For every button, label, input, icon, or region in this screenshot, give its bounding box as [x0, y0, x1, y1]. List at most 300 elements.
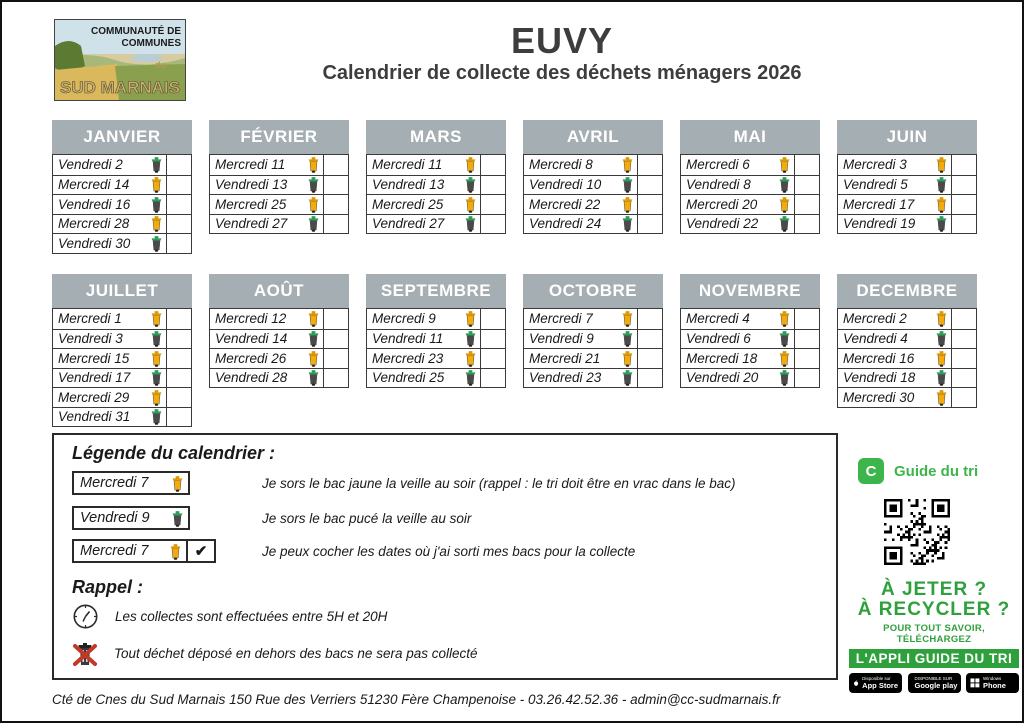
month-mai — [680, 120, 820, 234]
collection-date-label: Vendredi 17 — [58, 370, 131, 386]
yellow-bin-icon — [150, 350, 163, 367]
collection-row — [210, 194, 348, 214]
yellow-bin-icon — [150, 389, 163, 406]
check-cell[interactable] — [480, 215, 505, 234]
green-bin-glyph — [307, 176, 320, 193]
collection-date — [838, 349, 951, 368]
collection-date — [838, 330, 951, 349]
green-bin-icon — [621, 215, 634, 232]
check-cell[interactable] — [166, 195, 191, 214]
check-cell[interactable] — [480, 195, 505, 214]
checkmark-icon: ✔ — [186, 541, 214, 561]
collection-date-label: Vendredi 5 — [843, 177, 908, 193]
yellow-bin-glyph — [935, 389, 948, 406]
collection-date-label: Vendredi 6 — [686, 331, 751, 347]
guide-du-tri-icon: C — [858, 458, 884, 484]
collection-date — [53, 309, 166, 329]
yellow-bin-icon — [935, 196, 948, 213]
green-bin-icon — [307, 330, 320, 347]
guide-du-tri-row — [858, 458, 978, 484]
check-cell[interactable] — [637, 349, 662, 368]
yellow-bin-glyph — [778, 156, 791, 173]
app-store-badge[interactable] — [849, 673, 902, 693]
month-title: AOÛT — [209, 274, 349, 308]
collection-date — [524, 176, 637, 195]
svg-text:COMMUNAUTÉ DE: COMMUNAUTÉ DE — [91, 26, 181, 37]
month-mars — [366, 120, 506, 234]
legend-sample-check — [72, 539, 216, 563]
check-cell[interactable] — [323, 155, 348, 175]
collection-date-label: Mercredi 15 — [58, 350, 130, 366]
check-cell[interactable] — [637, 330, 662, 349]
collection-date — [53, 330, 166, 349]
legend-sample-green — [72, 506, 190, 530]
green-bin-icon — [935, 215, 948, 232]
collection-row — [210, 155, 348, 175]
month-title: JUILLET — [52, 274, 192, 308]
check-cell[interactable] — [637, 155, 662, 175]
footer-contact-text: Cté de Cnes du Sud Marnais 150 Rue des Verriers 51230 Fère Champenoise - 03.26.42.52.36 - admin@cc-sudmarnais.fr — [52, 692, 781, 707]
yellow-bin-icon — [935, 389, 948, 406]
collection-date — [524, 155, 637, 175]
green-bin-icon — [621, 330, 634, 347]
months-row-2 — [52, 274, 977, 427]
collection-date-label: Vendredi 8 — [686, 177, 751, 193]
check-cell[interactable] — [323, 349, 348, 368]
yellow-bin-glyph — [935, 310, 948, 327]
yellow-bin-icon — [169, 543, 182, 560]
collection-row — [524, 194, 662, 214]
collection-row — [210, 175, 348, 195]
collection-date-label: Mercredi 2 — [843, 311, 907, 327]
yellow-bin-glyph — [621, 156, 634, 173]
legend-text-green: Je sors le bac pucé la veille au soir — [262, 511, 472, 526]
collection-date-label: Mercredi 3 — [843, 157, 907, 173]
legend-text-yellow: Je sors le bac jaune la veille au soir (rappel : le tri doit être en vrac dans le bac) — [262, 476, 736, 491]
collection-row — [367, 214, 505, 234]
rappel-hours-text: Les collectes sont effectuées entre 5H et 20H — [115, 609, 388, 624]
check-cell[interactable] — [480, 369, 505, 388]
yellow-bin-glyph — [778, 196, 791, 213]
collection-date-label: Vendredi 18 — [843, 370, 916, 386]
badge-line2: Google play — [914, 680, 958, 690]
collection-date-label: Mercredi 25 — [372, 196, 444, 212]
check-cell[interactable] — [480, 176, 505, 195]
collection-date-label: Mercredi 1 — [58, 311, 122, 327]
check-cell[interactable] — [951, 215, 976, 234]
collection-date — [838, 155, 951, 175]
check-cell[interactable] — [794, 349, 819, 368]
green-bin-glyph — [778, 330, 791, 347]
check-cell[interactable] — [637, 195, 662, 214]
check-cell[interactable] — [480, 349, 505, 368]
collection-date-label: Vendredi 30 — [58, 235, 131, 251]
check-cell[interactable] — [637, 215, 662, 234]
yellow-bin-icon — [150, 215, 163, 232]
collection-date — [681, 330, 794, 349]
collection-date-label: Vendredi 13 — [372, 177, 445, 193]
collection-date — [210, 330, 323, 349]
yellow-bin-glyph — [621, 196, 634, 213]
collection-row — [210, 368, 348, 388]
collection-row — [53, 407, 191, 427]
collection-date — [838, 176, 951, 195]
yellow-bin-icon — [935, 350, 948, 367]
collection-date-label: Vendredi 24 — [529, 216, 602, 232]
collection-row — [53, 329, 191, 349]
collection-row — [681, 175, 819, 195]
collection-date — [367, 215, 480, 234]
collection-date — [367, 176, 480, 195]
check-cell[interactable] — [794, 309, 819, 329]
check-cell[interactable] — [166, 349, 191, 368]
month-title: SEPTEMBRE — [366, 274, 506, 308]
collection-date-label: Mercredi 18 — [686, 350, 758, 366]
yellow-bin-icon — [307, 350, 320, 367]
collection-row — [681, 348, 819, 368]
yellow-bin-glyph — [935, 350, 948, 367]
green-bin-icon — [778, 176, 791, 193]
collection-date-label: Mercredi 11 — [372, 157, 443, 173]
green-bin-glyph — [778, 369, 791, 386]
yellow-bin-glyph — [935, 156, 948, 173]
month-title: OCTOBRE — [523, 274, 663, 308]
collection-row — [53, 387, 191, 407]
collection-date — [838, 215, 951, 234]
yellow-bin-glyph — [464, 310, 477, 327]
collection-row — [838, 348, 976, 368]
collection-date — [681, 176, 794, 195]
collection-date — [838, 195, 951, 214]
yellow-bin-icon — [621, 196, 634, 213]
check-cell[interactable] — [323, 176, 348, 195]
collection-date — [524, 369, 637, 388]
yellow-bin-glyph — [621, 350, 634, 367]
collection-date-label: Mercredi 16 — [843, 350, 915, 366]
green-bin-glyph — [935, 215, 948, 232]
collection-date-label: Mercredi 20 — [686, 196, 758, 212]
check-cell[interactable] — [480, 309, 505, 329]
check-cell[interactable] — [480, 330, 505, 349]
yellow-bin-icon — [935, 156, 948, 173]
green-bin-glyph — [935, 369, 948, 386]
collection-date-label: Vendredi 31 — [58, 409, 131, 425]
collection-row — [524, 175, 662, 195]
yellow-bin-icon — [464, 350, 477, 367]
check-cell[interactable] — [166, 176, 191, 195]
yellow-bin-glyph — [778, 350, 791, 367]
green-bin-glyph — [621, 176, 634, 193]
collection-row — [53, 368, 191, 388]
green-bin-icon — [150, 235, 163, 252]
green-bin-glyph — [464, 176, 477, 193]
yellow-bin-icon — [464, 310, 477, 327]
collection-row — [53, 309, 191, 329]
check-cell[interactable] — [323, 215, 348, 234]
collection-date-label: Mercredi 9 — [372, 311, 436, 327]
yellow-bin-icon — [935, 310, 948, 327]
collection-date-label: Vendredi 20 — [686, 370, 759, 386]
windows-icon — [970, 678, 980, 688]
badge-line1: Disponible sur — [862, 676, 891, 681]
collection-date-label: Mercredi 23 — [372, 350, 444, 366]
check-cell[interactable] — [166, 155, 191, 175]
check-cell[interactable] — [951, 309, 976, 329]
month-title: FÉVRIER — [209, 120, 349, 154]
yellow-bin-glyph — [307, 196, 320, 213]
collection-row — [210, 348, 348, 368]
green-bin-glyph — [621, 369, 634, 386]
month-title: JANVIER — [52, 120, 192, 154]
collection-date-label: Mercredi 29 — [58, 389, 130, 405]
legend-sample-label: Mercredi 7 — [80, 475, 149, 491]
yellow-bin-icon — [621, 350, 634, 367]
month-title: NOVEMBRE — [680, 274, 820, 308]
collection-date-label: Mercredi 14 — [58, 177, 130, 193]
no-dump-icon — [72, 638, 98, 668]
check-cell[interactable] — [794, 369, 819, 388]
page-subtitle: Calendrier de collecte des déchets ménagers 2026 — [322, 62, 802, 84]
yellow-bin-glyph — [935, 196, 948, 213]
collection-row — [367, 348, 505, 368]
check-cell[interactable] — [323, 309, 348, 329]
collection-row — [838, 175, 976, 195]
yellow-bin-icon — [307, 156, 320, 173]
collection-row — [681, 155, 819, 175]
check-cell[interactable] — [794, 155, 819, 175]
legend-sample-yellow — [72, 471, 190, 495]
collection-date — [53, 349, 166, 368]
collection-date — [53, 176, 166, 195]
collection-date-label: Vendredi 16 — [58, 196, 131, 212]
collection-date-label: Mercredi 8 — [529, 157, 593, 173]
green-bin-icon — [935, 369, 948, 386]
legend-box — [52, 433, 838, 680]
collection-date — [367, 330, 480, 349]
green-bin-icon — [935, 176, 948, 193]
green-bin-icon — [621, 176, 634, 193]
app-store-badges — [849, 673, 1019, 693]
collection-row — [53, 233, 191, 253]
green-bin-glyph — [150, 408, 163, 425]
collection-row — [53, 348, 191, 368]
collection-date — [367, 369, 480, 388]
legend-sample-label: Mercredi 7 — [80, 543, 149, 559]
collection-date — [53, 195, 166, 214]
months-row-1 — [52, 120, 977, 254]
green-bin-glyph — [778, 215, 791, 232]
rappel-row-no-dump — [72, 638, 478, 668]
collection-row — [524, 348, 662, 368]
collection-row — [367, 175, 505, 195]
check-cell[interactable] — [951, 330, 976, 349]
collection-row — [53, 175, 191, 195]
collection-date-label: Mercredi 17 — [843, 196, 915, 212]
collection-date — [210, 176, 323, 195]
green-bin-icon — [464, 369, 477, 386]
check-cell[interactable] — [166, 309, 191, 329]
badge-line1: DISPONIBLE SUR — [914, 676, 953, 681]
check-cell[interactable] — [166, 408, 191, 427]
collection-row — [524, 329, 662, 349]
check-cell[interactable] — [637, 369, 662, 388]
qr-code — [884, 499, 950, 570]
month-novembre — [680, 274, 820, 388]
yellow-bin-icon — [464, 196, 477, 213]
collection-row — [838, 387, 976, 407]
collection-row — [524, 214, 662, 234]
collection-row — [838, 329, 976, 349]
check-cell[interactable] — [323, 369, 348, 388]
collection-row — [838, 155, 976, 175]
yellow-bin-glyph — [171, 475, 184, 492]
collection-date-label: Vendredi 28 — [215, 370, 288, 386]
collection-date-label: Mercredi 11 — [215, 157, 286, 173]
check-cell[interactable] — [794, 176, 819, 195]
collection-date — [53, 155, 166, 175]
green-bin-icon — [307, 176, 320, 193]
collection-date — [681, 309, 794, 329]
month-title: JUIN — [837, 120, 977, 154]
check-cell[interactable] — [166, 369, 191, 388]
collection-date-label: Vendredi 11 — [372, 331, 444, 347]
green-bin-icon — [464, 330, 477, 347]
appli-guide-du-tri-banner: L'APPLI GUIDE DU TRI — [849, 649, 1019, 668]
yellow-bin-glyph — [464, 196, 477, 213]
pour-tout-savoir-text: POUR TOUT SAVOIR, TÉLÉCHARGEZ — [883, 623, 985, 645]
yellow-bin-glyph — [150, 176, 163, 193]
legend-sample-label: Vendredi 9 — [80, 510, 150, 526]
collection-row — [681, 214, 819, 234]
collection-date — [210, 349, 323, 368]
collection-date-label: Vendredi 13 — [215, 177, 288, 193]
collection-date-label: Vendredi 19 — [843, 216, 916, 232]
check-cell[interactable] — [794, 215, 819, 234]
month-janvier — [52, 120, 192, 254]
month-decembre — [837, 274, 977, 408]
google-play-badge[interactable] — [908, 673, 961, 693]
badge-line2: App Store — [862, 680, 898, 690]
check-cell[interactable] — [951, 195, 976, 214]
collection-date-label: Mercredi 22 — [529, 196, 601, 212]
collection-date-label: Vendredi 4 — [843, 331, 908, 347]
check-cell[interactable] — [951, 176, 976, 195]
collection-date-label: Mercredi 6 — [686, 157, 750, 173]
check-cell[interactable] — [951, 349, 976, 368]
check-cell[interactable] — [166, 215, 191, 234]
collection-date — [53, 215, 166, 234]
yellow-bin-glyph — [169, 543, 182, 560]
yellow-bin-glyph — [621, 310, 634, 327]
collection-row — [367, 155, 505, 175]
green-bin-glyph — [150, 196, 163, 213]
check-cell[interactable] — [951, 155, 976, 175]
yellow-bin-glyph — [150, 389, 163, 406]
green-bin-glyph — [464, 215, 477, 232]
windows-phone-badge[interactable] — [966, 673, 1019, 693]
collection-date — [524, 330, 637, 349]
check-cell[interactable] — [951, 388, 976, 407]
check-cell[interactable] — [480, 155, 505, 175]
green-bin-glyph — [778, 176, 791, 193]
green-bin-icon — [778, 369, 791, 386]
yellow-bin-glyph — [307, 350, 320, 367]
collection-date — [838, 369, 951, 388]
green-bin-icon — [150, 156, 163, 173]
yellow-bin-glyph — [150, 350, 163, 367]
collection-row — [681, 368, 819, 388]
yellow-bin-icon — [464, 156, 477, 173]
rappel-row-hours — [72, 603, 387, 630]
yellow-bin-glyph — [307, 156, 320, 173]
a-jeter-text: À JETER ? — [880, 579, 988, 600]
collection-date-label: Vendredi 27 — [372, 216, 445, 232]
check-cell[interactable] — [637, 309, 662, 329]
green-bin-glyph — [150, 330, 163, 347]
collection-row — [524, 368, 662, 388]
yellow-bin-icon — [150, 310, 163, 327]
yellow-bin-icon — [778, 350, 791, 367]
collection-date — [524, 309, 637, 329]
collection-date — [210, 369, 323, 388]
green-bin-icon — [621, 369, 634, 386]
page-title: EUVY — [510, 20, 614, 61]
collection-date-label: Vendredi 23 — [529, 370, 602, 386]
check-cell[interactable] — [637, 176, 662, 195]
green-bin-glyph — [621, 330, 634, 347]
collection-date-label: Mercredi 28 — [58, 216, 130, 232]
check-cell[interactable] — [323, 330, 348, 349]
collection-date — [681, 195, 794, 214]
collection-row — [838, 309, 976, 329]
collection-date — [367, 349, 480, 368]
check-cell[interactable] — [794, 195, 819, 214]
green-bin-glyph — [307, 215, 320, 232]
check-cell[interactable] — [323, 195, 348, 214]
yellow-bin-glyph — [464, 156, 477, 173]
svg-text:SUD MARNAIS: SUD MARNAIS — [60, 78, 180, 97]
collection-date — [681, 215, 794, 234]
green-bin-glyph — [150, 235, 163, 252]
check-cell[interactable] — [166, 234, 191, 253]
green-bin-icon — [935, 330, 948, 347]
yellow-bin-glyph — [150, 215, 163, 232]
collection-date — [210, 155, 323, 175]
green-bin-glyph — [307, 369, 320, 386]
collection-row — [53, 155, 191, 175]
collection-row — [367, 309, 505, 329]
svg-text:COMMUNES: COMMUNES — [121, 38, 181, 49]
collection-date-label: Vendredi 9 — [529, 331, 594, 347]
month-title: MARS — [366, 120, 506, 154]
check-cell[interactable] — [166, 388, 191, 407]
month-avril — [523, 120, 663, 234]
green-bin-icon — [307, 215, 320, 232]
collection-row — [838, 368, 976, 388]
check-cell[interactable] — [166, 330, 191, 349]
check-cell[interactable] — [951, 369, 976, 388]
collection-date-label: Mercredi 12 — [215, 311, 287, 327]
green-bin-glyph — [171, 510, 184, 527]
yellow-bin-icon — [150, 176, 163, 193]
yellow-bin-icon — [307, 310, 320, 327]
collection-date — [524, 195, 637, 214]
month-fevrier — [209, 120, 349, 234]
rappel-no-dump-text: Tout déchet déposé en dehors des bacs ne sera pas collecté — [114, 645, 478, 661]
collection-date-label: Mercredi 25 — [215, 196, 287, 212]
green-bin-icon — [171, 510, 184, 527]
check-cell[interactable] — [794, 330, 819, 349]
